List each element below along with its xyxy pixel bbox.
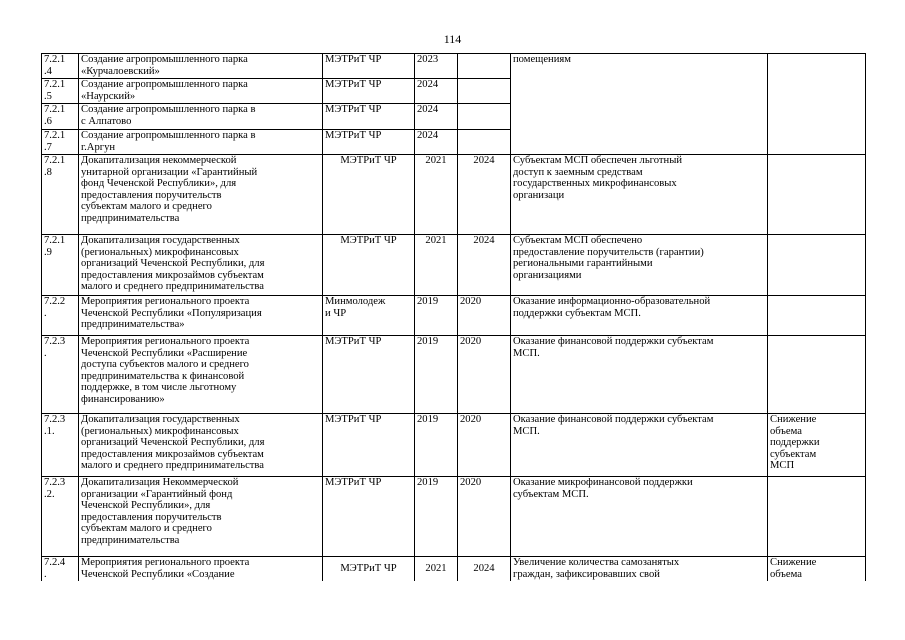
row-executor: МЭТРиТ ЧР	[323, 557, 415, 581]
table-row	[42, 477, 866, 557]
row-end-year	[458, 79, 511, 104]
row-code: 7.2.1 .8	[42, 155, 79, 235]
row-result: помещениям	[511, 54, 768, 155]
table-row	[42, 336, 866, 414]
row-name: Мероприятия регионального проекта Чеченской Республики «Популяризация предпринимательства»	[79, 296, 323, 336]
row-start-year: 2024	[415, 130, 458, 155]
row-code: 7.2.4 .	[42, 557, 79, 581]
row-end-year	[458, 130, 511, 155]
row-executor: МЭТРиТ ЧР	[323, 414, 415, 477]
row-code: 7.2.1 .7	[42, 130, 79, 155]
row-end-year	[458, 54, 511, 79]
row-result: Субъектам МСП обеспечено предоставление поручительств (гарантии) региональными гарантийными организациями	[511, 235, 768, 296]
row-start-year: 2023	[415, 54, 458, 79]
row-code: 7.2.1 .5	[42, 79, 79, 104]
table-row	[42, 414, 866, 477]
row-note	[768, 54, 866, 155]
table-row	[42, 54, 866, 79]
row-code: 7.2.2 .	[42, 296, 79, 336]
row-executor: МЭТРиТ ЧР	[323, 477, 415, 557]
table-row	[42, 557, 866, 581]
row-code: 7.2.1 .4	[42, 54, 79, 79]
row-end-year: 2020	[458, 414, 511, 477]
row-code: 7.2.3 .1.	[42, 414, 79, 477]
row-executor: МЭТРиТ ЧР	[323, 336, 415, 414]
table-row	[42, 155, 866, 235]
row-executor: Минмолодеж и ЧР	[323, 296, 415, 336]
row-code: 7.2.3 .	[42, 336, 79, 414]
page-number: 114	[443, 32, 462, 46]
row-name: Докапитализация некоммерческой унитарной организации «Гарантийный фонд Чеченской Республики», для предоставления поручительств субъектам малого и среднего предпринимательства	[79, 155, 323, 235]
row-end-year: 2024	[458, 557, 511, 581]
row-name: Докапитализация государственных (региональных) микрофинансовых организаций Чеченской Республики, для предоставления микрозаймов субъектам малого и среднего предпринимательства	[79, 414, 323, 477]
row-result: Оказание финансовой поддержки субъектам МСП.	[511, 336, 768, 414]
row-name: Докапитализация государственных (региональных) микрофинансовых организаций Чеченской Республики, для предоставления микрозаймов субъектам малого и среднего предпринимательства	[79, 235, 323, 296]
row-executor: МЭТРиТ ЧР	[323, 54, 415, 79]
row-end-year: 2020	[458, 477, 511, 557]
row-result: Субъектам МСП обеспечен льготный доступ к заемным средствам государственных микрофинансовых организаци	[511, 155, 768, 235]
row-start-year: 2021	[415, 557, 458, 581]
row-note: Снижение объема поддержки субъектам МСП	[768, 414, 866, 477]
row-code: 7.2.1 .9	[42, 235, 79, 296]
row-note	[768, 336, 866, 414]
row-start-year: 2021	[415, 155, 458, 235]
measures-table	[41, 53, 866, 581]
table-row	[42, 296, 866, 336]
row-name: Создание агропромышленного парка в г.Аргун	[79, 130, 323, 155]
row-note: Снижение объема	[768, 557, 866, 581]
table-row	[42, 235, 866, 296]
row-end-year: 2024	[458, 155, 511, 235]
row-start-year: 2019	[415, 296, 458, 336]
row-executor: МЭТРиТ ЧР	[323, 130, 415, 155]
row-executor: МЭТРиТ ЧР	[323, 79, 415, 104]
row-result: Увеличение количества самозанятых граждан, зафиксировавших свой	[511, 557, 768, 581]
row-name: Создание агропромышленного парка «Наурский»	[79, 79, 323, 104]
row-start-year: 2024	[415, 104, 458, 130]
row-code: 7.2.3 .2.	[42, 477, 79, 557]
row-result: Оказание микрофинансовой поддержки субъектам МСП.	[511, 477, 768, 557]
row-start-year: 2019	[415, 336, 458, 414]
row-executor: МЭТРиТ ЧР	[323, 104, 415, 130]
row-name: Мероприятия регионального проекта Чеченской Республики «Расширение доступа субъектов малого и среднего предпринимательства к финансовой поддержке, в том числе льготному финансированию»	[79, 336, 323, 414]
row-name: Докапитализация Некоммерческой организации «Гарантийный фонд Чеченской Республики», для предоставления поручительств субъектам малого и среднего предпринимательства	[79, 477, 323, 557]
row-note	[768, 235, 866, 296]
row-end-year: 2024	[458, 235, 511, 296]
row-note	[768, 477, 866, 557]
row-result: Оказание финансовой поддержки субъектам МСП.	[511, 414, 768, 477]
row-start-year: 2019	[415, 477, 458, 557]
row-result: Оказание информационно-образовательной поддержки субъектам МСП.	[511, 296, 768, 336]
row-start-year: 2019	[415, 414, 458, 477]
row-name: Мероприятия регионального проекта Чеченской Республики «Создание	[79, 557, 323, 581]
row-start-year: 2024	[415, 79, 458, 104]
row-end-year	[458, 104, 511, 130]
row-start-year: 2021	[415, 235, 458, 296]
row-code: 7.2.1 .6	[42, 104, 79, 130]
row-executor: МЭТРиТ ЧР	[323, 155, 415, 235]
row-note	[768, 296, 866, 336]
row-end-year: 2020	[458, 336, 511, 414]
row-executor: МЭТРиТ ЧР	[323, 235, 415, 296]
row-name: Создание агропромышленного парка «Курчалоевский»	[79, 54, 323, 79]
row-end-year: 2020	[458, 296, 511, 336]
row-name: Создание агропромышленного парка в с Алпатово	[79, 104, 323, 130]
row-note	[768, 155, 866, 235]
